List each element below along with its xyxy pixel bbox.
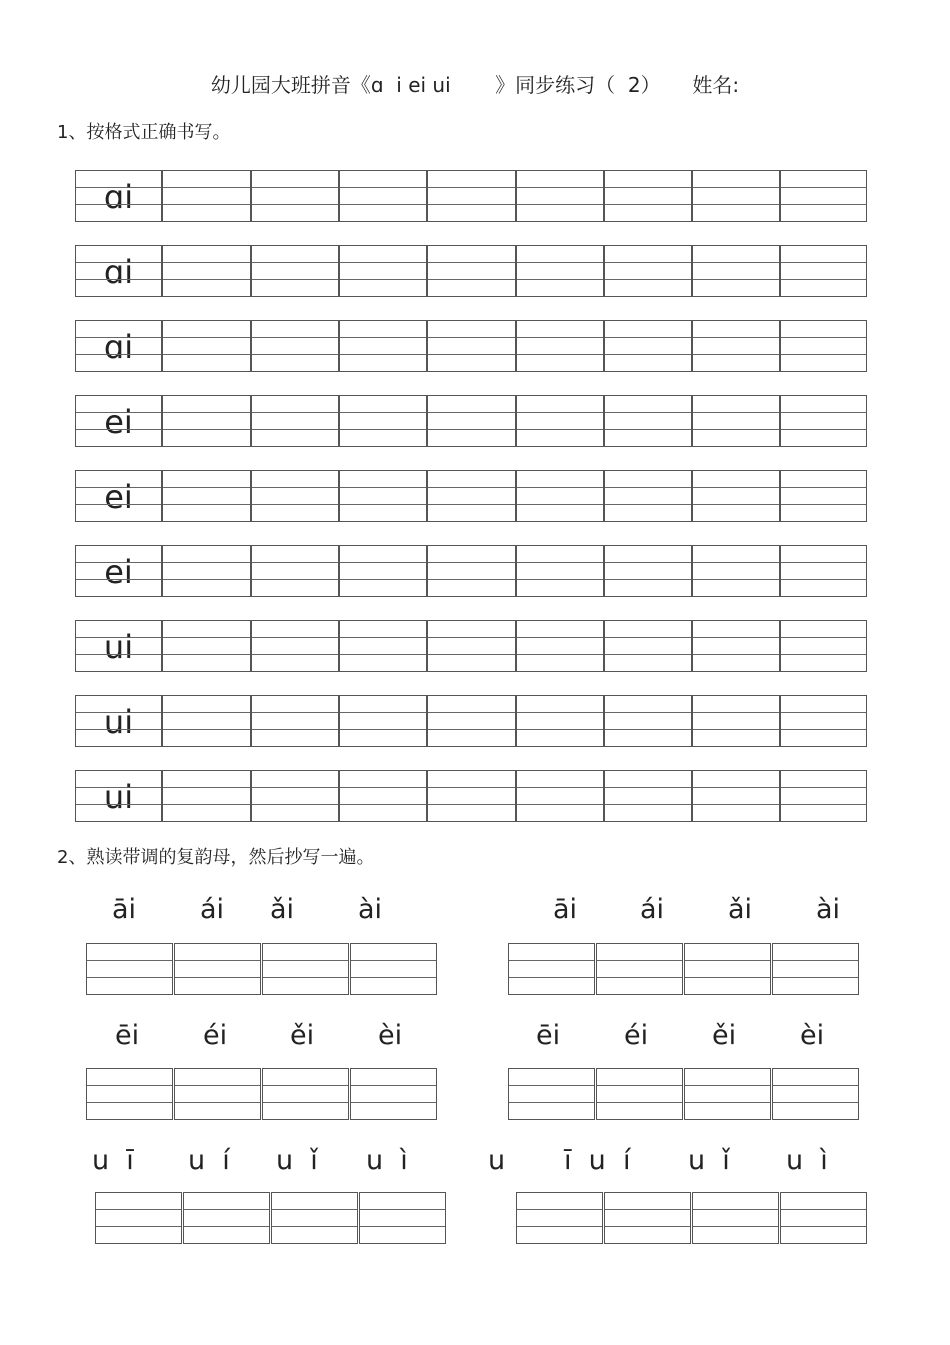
writing-cell[interactable] xyxy=(692,695,780,747)
writing-cell[interactable] xyxy=(780,170,867,222)
example-cell xyxy=(75,770,162,822)
writing-cell[interactable] xyxy=(596,1068,683,1120)
tone-syllable: ēi xyxy=(115,1020,140,1051)
writing-row xyxy=(75,170,870,224)
tone-syllable: u xyxy=(488,1145,506,1176)
writing-cell[interactable] xyxy=(604,620,692,672)
writing-cell[interactable] xyxy=(604,170,692,222)
example-syllable: ui xyxy=(103,628,134,666)
tone-syllable: u í xyxy=(188,1145,230,1176)
tone-syllable: u ì xyxy=(366,1145,408,1176)
tone-syllable: ái xyxy=(640,894,665,925)
writing-cell[interactable] xyxy=(427,620,516,672)
page-title: 幼儿园大班拼音《ɑ i ei ui 》同步练习（ 2） 姓名: xyxy=(210,73,740,97)
tone-line-right xyxy=(0,1018,950,1054)
writing-cell[interactable] xyxy=(339,395,427,447)
copy-grid-left xyxy=(95,1192,447,1246)
writing-cell[interactable] xyxy=(427,695,516,747)
writing-cell[interactable] xyxy=(684,943,771,995)
writing-cell[interactable] xyxy=(339,320,427,372)
writing-cell[interactable] xyxy=(162,470,251,522)
writing-cell[interactable] xyxy=(508,1068,595,1120)
writing-row xyxy=(75,620,870,674)
writing-cell[interactable] xyxy=(604,545,692,597)
writing-cell[interactable] xyxy=(162,395,251,447)
writing-cell[interactable] xyxy=(251,170,339,222)
tone-syllable: ái xyxy=(200,894,225,925)
copy-grid-left xyxy=(86,943,438,997)
writing-cell[interactable] xyxy=(251,545,339,597)
tone-syllable: ěi xyxy=(290,1020,315,1051)
writing-cell[interactable] xyxy=(692,770,780,822)
copy-grid-right xyxy=(508,1068,860,1122)
writing-cell[interactable] xyxy=(604,320,692,372)
tone-syllable: u ǐ xyxy=(276,1145,318,1176)
writing-cell[interactable] xyxy=(339,620,427,672)
tone-syllable: u ī xyxy=(92,1145,134,1176)
example-cell xyxy=(75,695,162,747)
example-syllable: ei xyxy=(104,403,133,441)
writing-cell[interactable] xyxy=(251,620,339,672)
writing-cell[interactable] xyxy=(339,770,427,822)
writing-cell[interactable] xyxy=(162,695,251,747)
writing-cell[interactable] xyxy=(772,943,859,995)
example-cell xyxy=(75,320,162,372)
copy-grid-right xyxy=(516,1192,868,1246)
writing-cell[interactable] xyxy=(162,620,251,672)
writing-cell[interactable] xyxy=(339,170,427,222)
example-syllable: ɑi xyxy=(103,178,134,216)
writing-cell[interactable] xyxy=(772,1068,859,1120)
writing-cell[interactable] xyxy=(604,1192,691,1244)
tone-syllable: ěi xyxy=(712,1020,737,1051)
writing-cell[interactable] xyxy=(516,170,604,222)
writing-cell[interactable] xyxy=(692,245,780,297)
writing-cell[interactable] xyxy=(516,395,604,447)
writing-cell[interactable] xyxy=(604,245,692,297)
tone-syllable: āi xyxy=(553,894,578,925)
writing-cell[interactable] xyxy=(339,695,427,747)
writing-cell[interactable] xyxy=(251,770,339,822)
example-cell xyxy=(75,395,162,447)
section-2-heading: 2、熟读带调的复韵母，然后抄写一遍。 xyxy=(57,847,375,868)
writing-cell[interactable] xyxy=(508,943,595,995)
tone-syllable: ēi xyxy=(536,1020,561,1051)
tone-line-right xyxy=(0,1143,950,1179)
writing-row xyxy=(75,395,870,449)
example-syllable: ui xyxy=(103,778,134,816)
writing-cell[interactable] xyxy=(350,1068,437,1120)
writing-cell[interactable] xyxy=(427,320,516,372)
example-cell xyxy=(75,620,162,672)
tone-syllable: éi xyxy=(203,1020,228,1051)
writing-cell[interactable] xyxy=(339,545,427,597)
writing-cell[interactable] xyxy=(604,470,692,522)
writing-cell[interactable] xyxy=(516,545,604,597)
tone-syllable: ǎi xyxy=(728,894,753,925)
writing-cell[interactable] xyxy=(780,770,867,822)
writing-cell[interactable] xyxy=(86,943,173,995)
writing-cell[interactable] xyxy=(174,943,261,995)
writing-cell[interactable] xyxy=(262,1068,349,1120)
writing-cell[interactable] xyxy=(692,170,780,222)
example-syllable: ɑi xyxy=(103,328,134,366)
writing-row xyxy=(75,320,870,374)
tone-syllable: ài xyxy=(358,894,383,925)
writing-cell[interactable] xyxy=(162,245,251,297)
writing-cell[interactable] xyxy=(780,470,867,522)
example-cell xyxy=(75,545,162,597)
writing-cell[interactable] xyxy=(162,320,251,372)
writing-cell[interactable] xyxy=(350,943,437,995)
writing-cell[interactable] xyxy=(427,245,516,297)
writing-row xyxy=(75,695,870,749)
writing-cell[interactable] xyxy=(183,1192,270,1244)
writing-cell[interactable] xyxy=(604,695,692,747)
writing-cell[interactable] xyxy=(692,545,780,597)
writing-cell[interactable] xyxy=(780,1192,867,1244)
writing-cell[interactable] xyxy=(516,695,604,747)
writing-cell[interactable] xyxy=(162,770,251,822)
writing-cell[interactable] xyxy=(516,470,604,522)
tone-syllable: èi xyxy=(800,1020,825,1051)
writing-cell[interactable] xyxy=(692,320,780,372)
writing-cell[interactable] xyxy=(692,1192,779,1244)
writing-row xyxy=(75,545,870,599)
writing-cell[interactable] xyxy=(780,695,867,747)
writing-cell[interactable] xyxy=(516,620,604,672)
writing-cell[interactable] xyxy=(162,545,251,597)
writing-cell[interactable] xyxy=(516,1192,603,1244)
writing-cell[interactable] xyxy=(162,170,251,222)
writing-cell[interactable] xyxy=(95,1192,182,1244)
writing-cell[interactable] xyxy=(427,545,516,597)
writing-cell[interactable] xyxy=(516,320,604,372)
writing-cell[interactable] xyxy=(692,470,780,522)
tone-syllable: ǎi xyxy=(270,894,295,925)
example-syllable: ei xyxy=(104,553,133,591)
writing-cell[interactable] xyxy=(604,770,692,822)
tone-syllable: ài xyxy=(816,894,841,925)
writing-cell[interactable] xyxy=(339,245,427,297)
writing-cell[interactable] xyxy=(604,395,692,447)
writing-cell[interactable] xyxy=(359,1192,446,1244)
writing-cell[interactable] xyxy=(780,545,867,597)
writing-cell[interactable] xyxy=(516,245,604,297)
tone-syllable: éi xyxy=(624,1020,649,1051)
example-cell xyxy=(75,170,162,222)
tone-line-right xyxy=(0,892,950,928)
writing-cell[interactable] xyxy=(174,1068,261,1120)
writing-cell[interactable] xyxy=(271,1192,358,1244)
example-syllable: ɑi xyxy=(103,253,134,291)
writing-cell[interactable] xyxy=(251,245,339,297)
writing-cell[interactable] xyxy=(251,695,339,747)
tone-syllable: u ǐ xyxy=(688,1145,730,1176)
example-syllable: ui xyxy=(103,703,134,741)
writing-cell[interactable] xyxy=(692,395,780,447)
copy-grid-right xyxy=(508,943,860,997)
tone-syllable: ī u í xyxy=(564,1145,631,1176)
writing-cell[interactable] xyxy=(339,470,427,522)
writing-cell[interactable] xyxy=(692,620,780,672)
writing-cell[interactable] xyxy=(251,470,339,522)
section-1-heading: 1、按格式正确书写。 xyxy=(57,122,231,143)
writing-cell[interactable] xyxy=(516,770,604,822)
example-syllable: ei xyxy=(104,478,133,516)
writing-cell[interactable] xyxy=(780,320,867,372)
example-cell xyxy=(75,470,162,522)
tone-syllable: u ì xyxy=(786,1145,828,1176)
writing-cell[interactable] xyxy=(251,320,339,372)
writing-cell[interactable] xyxy=(780,245,867,297)
writing-row xyxy=(75,470,870,524)
copy-grid-left xyxy=(86,1068,438,1122)
example-cell xyxy=(75,245,162,297)
writing-cell[interactable] xyxy=(780,395,867,447)
writing-cell[interactable] xyxy=(86,1068,173,1120)
writing-cell[interactable] xyxy=(251,395,339,447)
writing-cell[interactable] xyxy=(684,1068,771,1120)
writing-cell[interactable] xyxy=(427,395,516,447)
writing-cell[interactable] xyxy=(596,943,683,995)
writing-cell[interactable] xyxy=(262,943,349,995)
writing-row xyxy=(75,770,870,824)
writing-cell[interactable] xyxy=(427,170,516,222)
writing-cell[interactable] xyxy=(780,620,867,672)
writing-cell[interactable] xyxy=(427,770,516,822)
writing-cell[interactable] xyxy=(427,470,516,522)
tone-syllable: èi xyxy=(378,1020,403,1051)
tone-syllable: āi xyxy=(112,894,137,925)
writing-row xyxy=(75,245,870,299)
